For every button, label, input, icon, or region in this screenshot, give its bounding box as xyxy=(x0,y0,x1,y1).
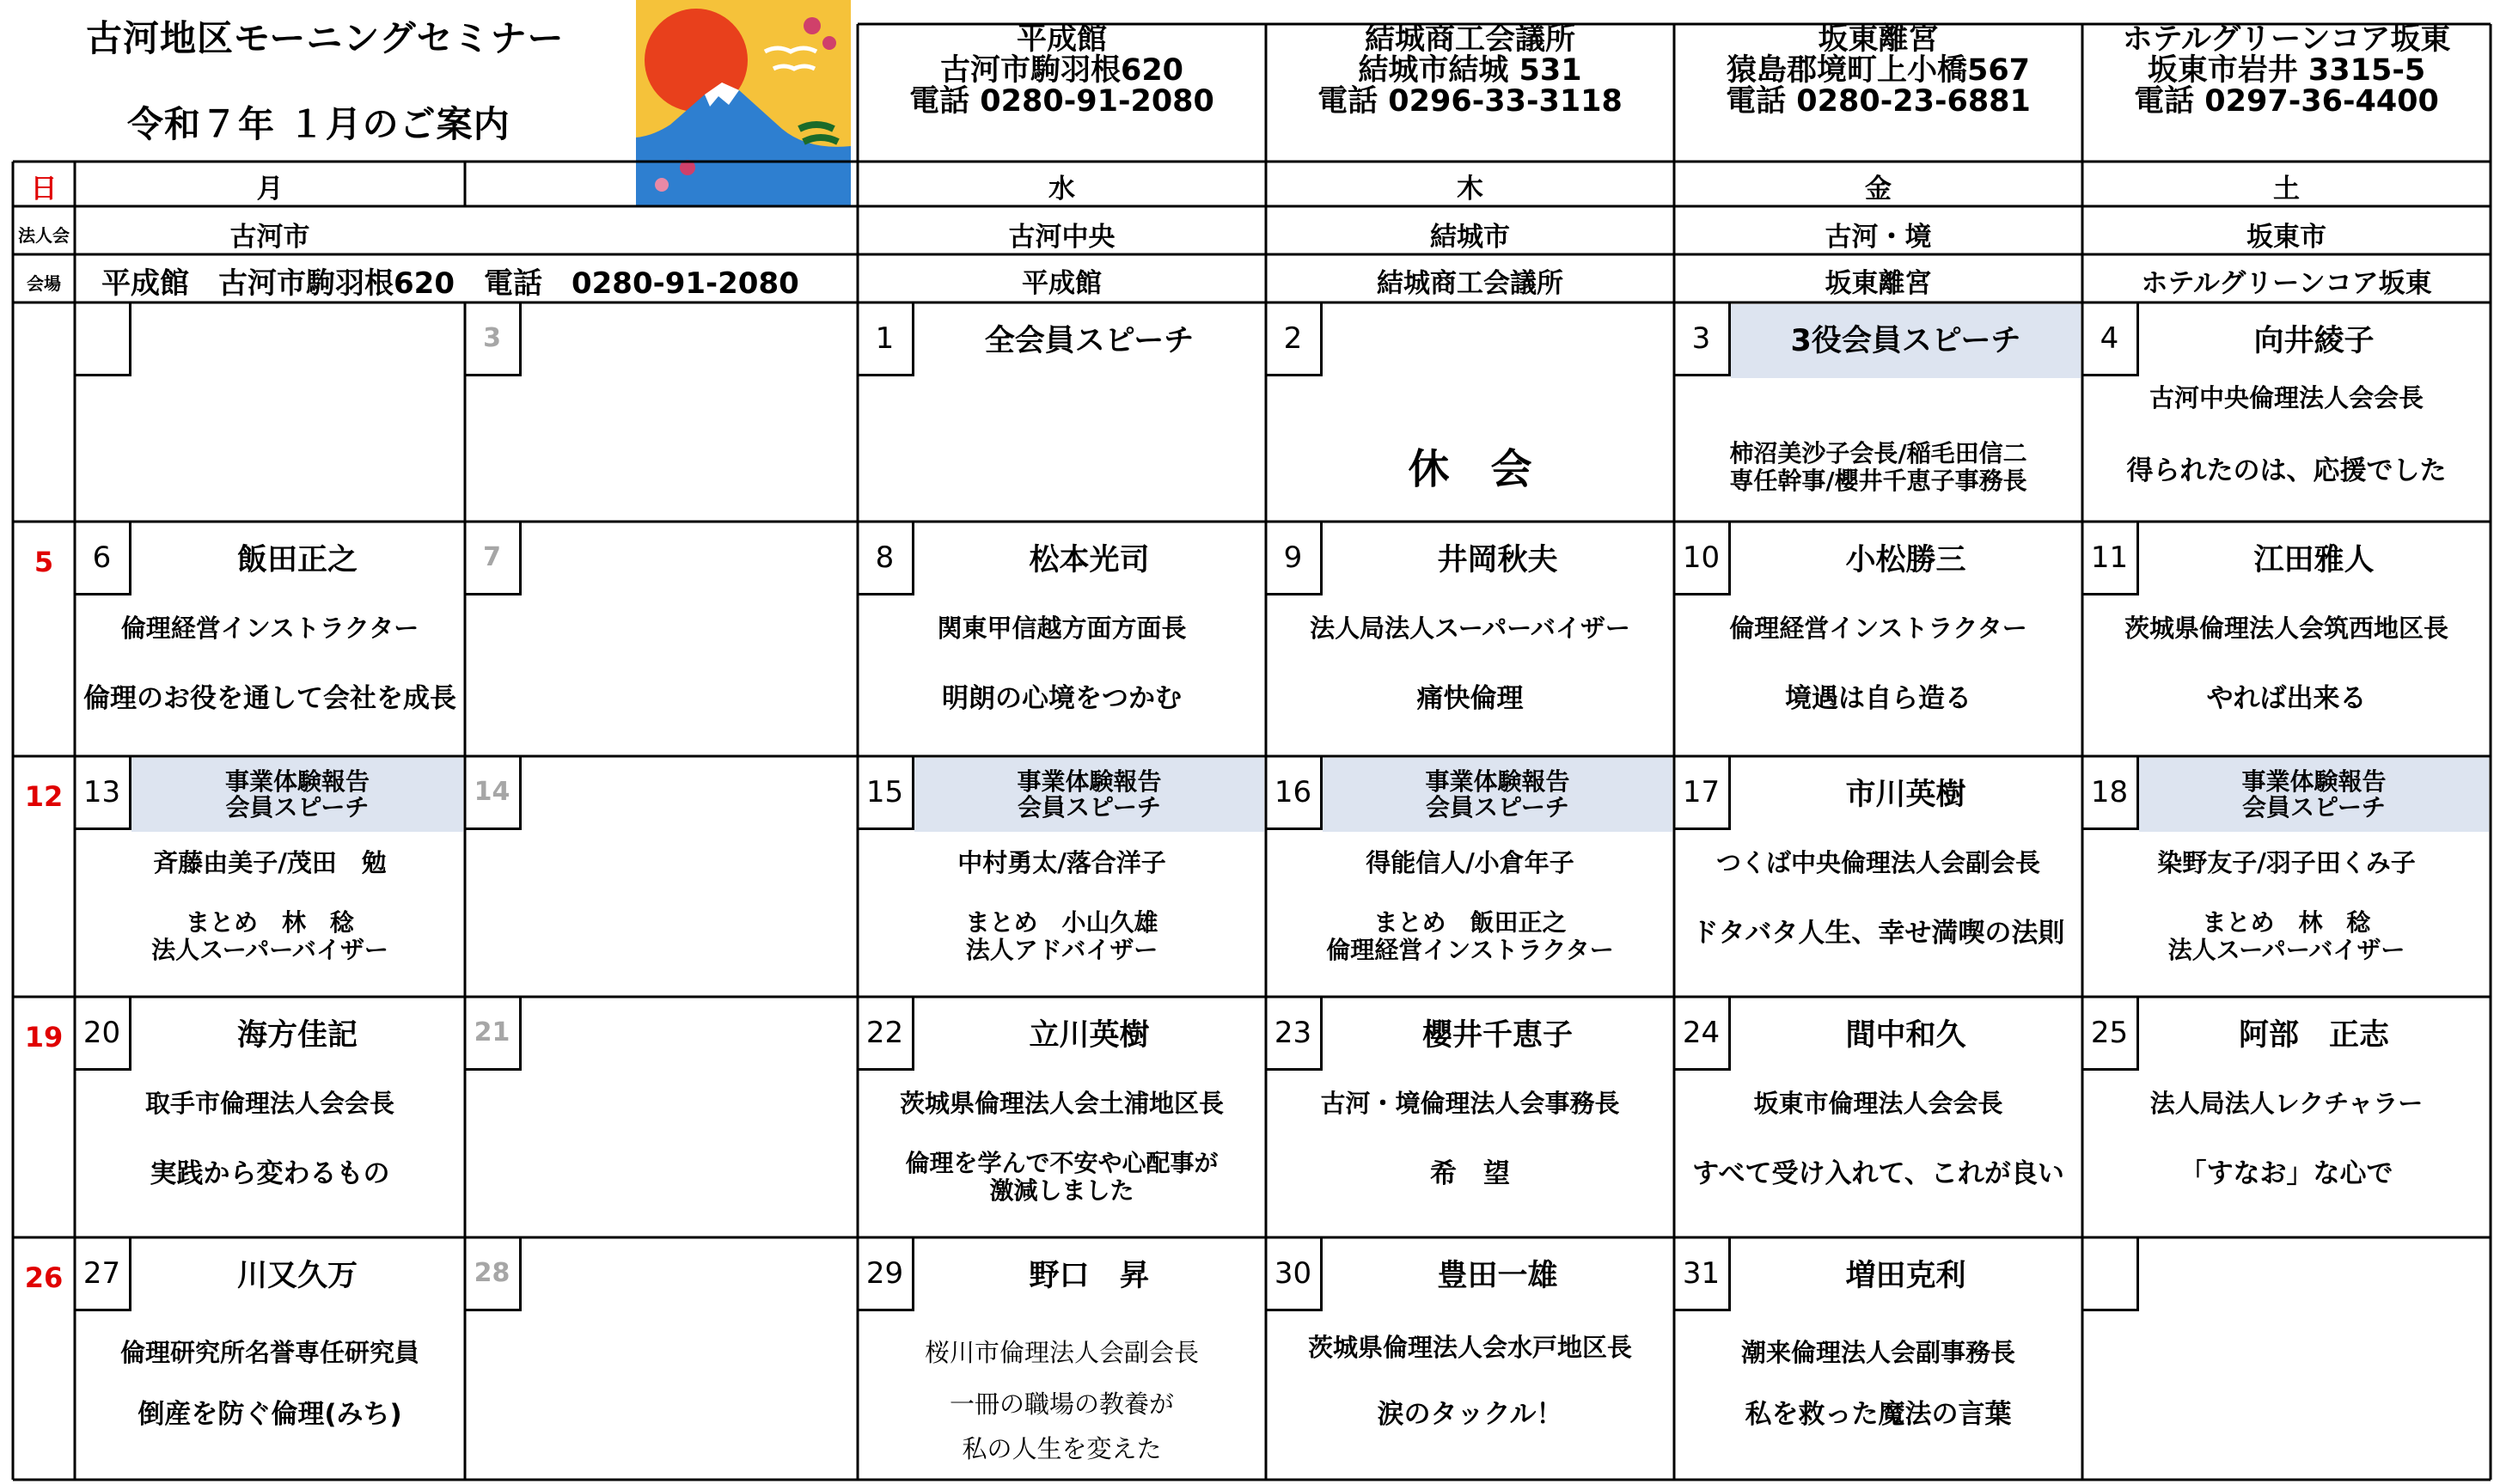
day-number-mon: 6 xyxy=(75,522,131,595)
speech-topic-mon: 倫理のお役を通して会社を成長 xyxy=(83,683,456,714)
corp-wed: 古河中央 xyxy=(1008,222,1116,253)
speaker-title-sat: 染野友子/羽子田くみ子 xyxy=(2157,848,2416,877)
speaker-name-mon: 海方佳記 xyxy=(236,1018,358,1053)
day-number-sat: 11 xyxy=(2082,522,2139,595)
venue-sat: ホテルグリーンコア坂東 坂東市岩井 3315-5 電話 0297-36-4400 xyxy=(2122,22,2451,119)
speaker-title-thu: 得能信人/小倉年子 xyxy=(1366,848,1574,877)
day-number-mon: 13 xyxy=(75,756,131,830)
speech-topic-thu: 希 望 xyxy=(1430,1158,1510,1189)
speaker-name-fri: 増田克利 xyxy=(1845,1259,1966,1293)
speaker-name-thu: 櫻井千恵子 xyxy=(1421,1018,1573,1053)
day-number-fri: 17 xyxy=(1674,756,1731,830)
speaker-title-thu: 古河・境倫理法人会事務長 xyxy=(1320,1089,1620,1118)
speaker-name-wed: 全会員スピーチ xyxy=(984,324,1195,358)
speech-topic-wed: 一冊の職場の教養が 私の人生を変えた xyxy=(949,1389,1174,1463)
weekday-mon: 月 xyxy=(256,174,284,205)
speech-topic-wed: 倫理を学んで不安や心配事が 激減しました xyxy=(905,1149,1219,1205)
sunday-date: 19 xyxy=(24,1021,64,1053)
sunday-date: 5 xyxy=(34,546,54,578)
day-number-mon: 20 xyxy=(75,997,131,1071)
speaker-title-fri: 倫理経営インストラクター xyxy=(1729,614,2027,643)
speech-topic-sat: まとめ 林 稔 法人スーパーバイザー xyxy=(2167,908,2405,964)
day-number-wed: 29 xyxy=(858,1237,914,1311)
speaker-name-wed: 野口 昇 xyxy=(1029,1259,1150,1293)
speaker-title-thu: 茨城県倫理法人会水戸地区長 xyxy=(1307,1333,1632,1362)
speech-topic-mon: 倒産を防ぐ倫理(みち) xyxy=(138,1399,402,1430)
speech-topic-sat: 得られたのは、応援でした xyxy=(2126,455,2447,486)
speaker-title-fri: つくば中央倫理法人会副会長 xyxy=(1715,848,2040,877)
speaker-title-sat: 法人局法人レクチャラー xyxy=(2149,1089,2424,1118)
weekday-wed: 水 xyxy=(1048,174,1075,205)
speech-topic-fri: ドタバタ人生、幸せ満喫の法則 xyxy=(1691,918,2065,949)
place-fri: 坂東離宮 xyxy=(1825,268,1932,299)
speaker-title-wed: 関東甲信越方面方面長 xyxy=(937,614,1187,643)
speaker-name-wed: 松本光司 xyxy=(1029,543,1150,577)
sunday-date: 12 xyxy=(24,780,64,813)
day-number-wed: 15 xyxy=(858,756,914,830)
speaker-name-fri: 市川英樹 xyxy=(1845,778,1966,812)
speaker-title-fri: 坂東市倫理法人会会長 xyxy=(1753,1089,2003,1118)
day-number-tue: 14 xyxy=(465,756,522,830)
speaker-title-fri: 潮来倫理法人会副事務長 xyxy=(1740,1338,2015,1367)
day-number-wed: 22 xyxy=(858,997,914,1071)
speech-topic-fri: 私を救った魔法の言葉 xyxy=(1745,1399,2012,1430)
day-number-sat: 18 xyxy=(2082,756,2139,830)
corp-thu: 結城市 xyxy=(1430,222,1510,253)
day-number-sat: 4 xyxy=(2082,302,2139,376)
place-wed: 平成館 xyxy=(1022,268,1102,299)
speaker-title-wed: 茨城県倫理法人会土浦地区長 xyxy=(899,1089,1224,1118)
day-number-fri: 24 xyxy=(1674,997,1731,1071)
weekday-sun: 日 xyxy=(30,174,58,205)
day-number-tue: 21 xyxy=(465,997,522,1071)
speaker-name-fri: 3役会員スピーチ xyxy=(1731,304,2081,378)
speaker-title-sat: 古河中央倫理法人会会長 xyxy=(2149,383,2424,412)
corp-row-label: 法人会 xyxy=(18,225,70,246)
venue-thu: 結城商工会議所 結城市結城 531 電話 0296-33-3118 xyxy=(1317,22,1623,119)
venue-wed: 平成館 古河市駒羽根620 電話 0280-91-2080 xyxy=(909,22,1214,119)
speaker-title-mon: 倫理経営インストラクター xyxy=(120,614,419,643)
day-number-sat: 25 xyxy=(2082,997,2139,1071)
speaker-name-thu: 豊田一雄 xyxy=(1437,1259,1558,1293)
speaker-title-thu: 法人局法人スーパーバイザー xyxy=(1310,614,1630,643)
speaker-title-wed: 桜川市倫理法人会副会長 xyxy=(924,1338,1199,1367)
speaker-title-wed: 中村勇太/落合洋子 xyxy=(957,848,1166,877)
speaker-title-fri: 柿沼美沙子会長/稲毛田信二 xyxy=(1729,439,2027,467)
day-number-tue: 28 xyxy=(465,1237,522,1311)
venue-row-label: 会場 xyxy=(27,273,61,294)
speaker-name-sat: 向井綾子 xyxy=(2253,324,2375,358)
speech-topic-sat: やれば出来る xyxy=(2206,683,2367,714)
speaker-title-mon: 倫理研究所名誉専任研究員 xyxy=(119,1338,419,1367)
day-number-thu: 2 xyxy=(1266,302,1323,376)
day-number-mon: 27 xyxy=(75,1237,131,1311)
day-number-wed: 1 xyxy=(858,302,914,376)
speaker-name-fri: 間中和久 xyxy=(1845,1018,1966,1053)
corp-fri: 古河・境 xyxy=(1825,222,1932,253)
speaker-name-sat: 阿部 正志 xyxy=(2238,1018,2389,1053)
speaker-name-mon: 飯田正之 xyxy=(236,543,358,577)
day-number-thu: 30 xyxy=(1266,1237,1323,1311)
speech-topic-mon: 実践から変わるもの xyxy=(150,1158,390,1189)
sunday-date: 26 xyxy=(24,1261,64,1294)
speaker-name-wed: 立川英樹 xyxy=(1029,1018,1150,1053)
speech-topic-sat: 「すなお」な心で xyxy=(2179,1158,2393,1189)
speaker-name-thu: 井岡秋夫 xyxy=(1437,543,1558,577)
speaker-name-fri: 小松勝三 xyxy=(1845,543,1966,577)
page-title: 古河地区モーニングセミナー xyxy=(86,17,565,59)
corp-sat: 坂東市 xyxy=(2246,222,2326,253)
day-number-thu: 16 xyxy=(1266,756,1323,830)
place-mon: 平成館 古河市駒羽根620 電話 0280-91-2080 xyxy=(101,266,799,301)
corp-mon: 古河市 xyxy=(229,222,310,253)
speaker-name-thu: 事業体験報告 会員スピーチ xyxy=(1323,758,1672,832)
speaker-title-mon: 斉藤由美子/茂田 勉 xyxy=(153,848,387,877)
speaker-name-mon: 川又久万 xyxy=(236,1259,358,1293)
day-number-tue: 7 xyxy=(465,522,522,595)
weekday-thu: 木 xyxy=(1457,174,1483,205)
speech-topic-thu: まとめ 飯田正之 倫理経営インストラクター xyxy=(1326,908,1614,964)
speaker-title-mon: 取手市倫理法人会会長 xyxy=(144,1089,394,1118)
speech-topic-thu: 休 会 xyxy=(1408,445,1532,493)
speech-topic-mon: まとめ 林 稔 法人スーパーバイザー xyxy=(151,908,388,964)
speaker-name-sat: 事業体験報告 会員スピーチ xyxy=(2139,758,2489,832)
day-number-thu: 23 xyxy=(1266,997,1323,1071)
speaker-title-sat: 茨城県倫理法人会筑西地区長 xyxy=(2124,614,2448,643)
day-number-thu: 9 xyxy=(1266,522,1323,595)
speech-topic-wed: まとめ 小山久雄 法人アドバイザー xyxy=(965,908,1158,964)
speech-topic-fri: 専任幹事/櫻井千恵子事務長 xyxy=(1729,467,2027,495)
speaker-name-mon: 事業体験報告 会員スピーチ xyxy=(131,758,463,832)
venue-fri: 坂東離宮 猿島郡境町上小橋567 電話 0280-23-6881 xyxy=(1726,22,2031,119)
weekday-fri: 金 xyxy=(1865,174,1892,205)
speech-topic-fri: 境遇は自ら造る xyxy=(1785,683,1971,714)
speech-topic-fri: すべて受け入れて、これが良い xyxy=(1692,1158,2064,1189)
place-sat: ホテルグリーンコア坂東 xyxy=(2141,268,2432,299)
day-number-fri: 10 xyxy=(1674,522,1731,595)
speaker-name-wed: 事業体験報告 会員スピーチ xyxy=(914,758,1264,832)
place-thu: 結城商工会議所 xyxy=(1377,268,1563,299)
day-number-fri: 3 xyxy=(1674,302,1731,376)
day-number-fri: 31 xyxy=(1674,1237,1731,1311)
page-subtitle: 令和７年 １月のご案内 xyxy=(127,103,510,145)
day-number-tue: 3 xyxy=(465,302,522,376)
speaker-name-sat: 江田雅人 xyxy=(2253,543,2375,577)
day-number-wed: 8 xyxy=(858,522,914,595)
speech-topic-thu: 涙のタックル！ xyxy=(1377,1399,1563,1430)
weekday-sat: 土 xyxy=(2273,174,2300,205)
speech-topic-wed: 明朗の心境をつかむ xyxy=(942,683,1182,714)
speech-topic-thu: 痛快倫理 xyxy=(1416,683,1524,714)
